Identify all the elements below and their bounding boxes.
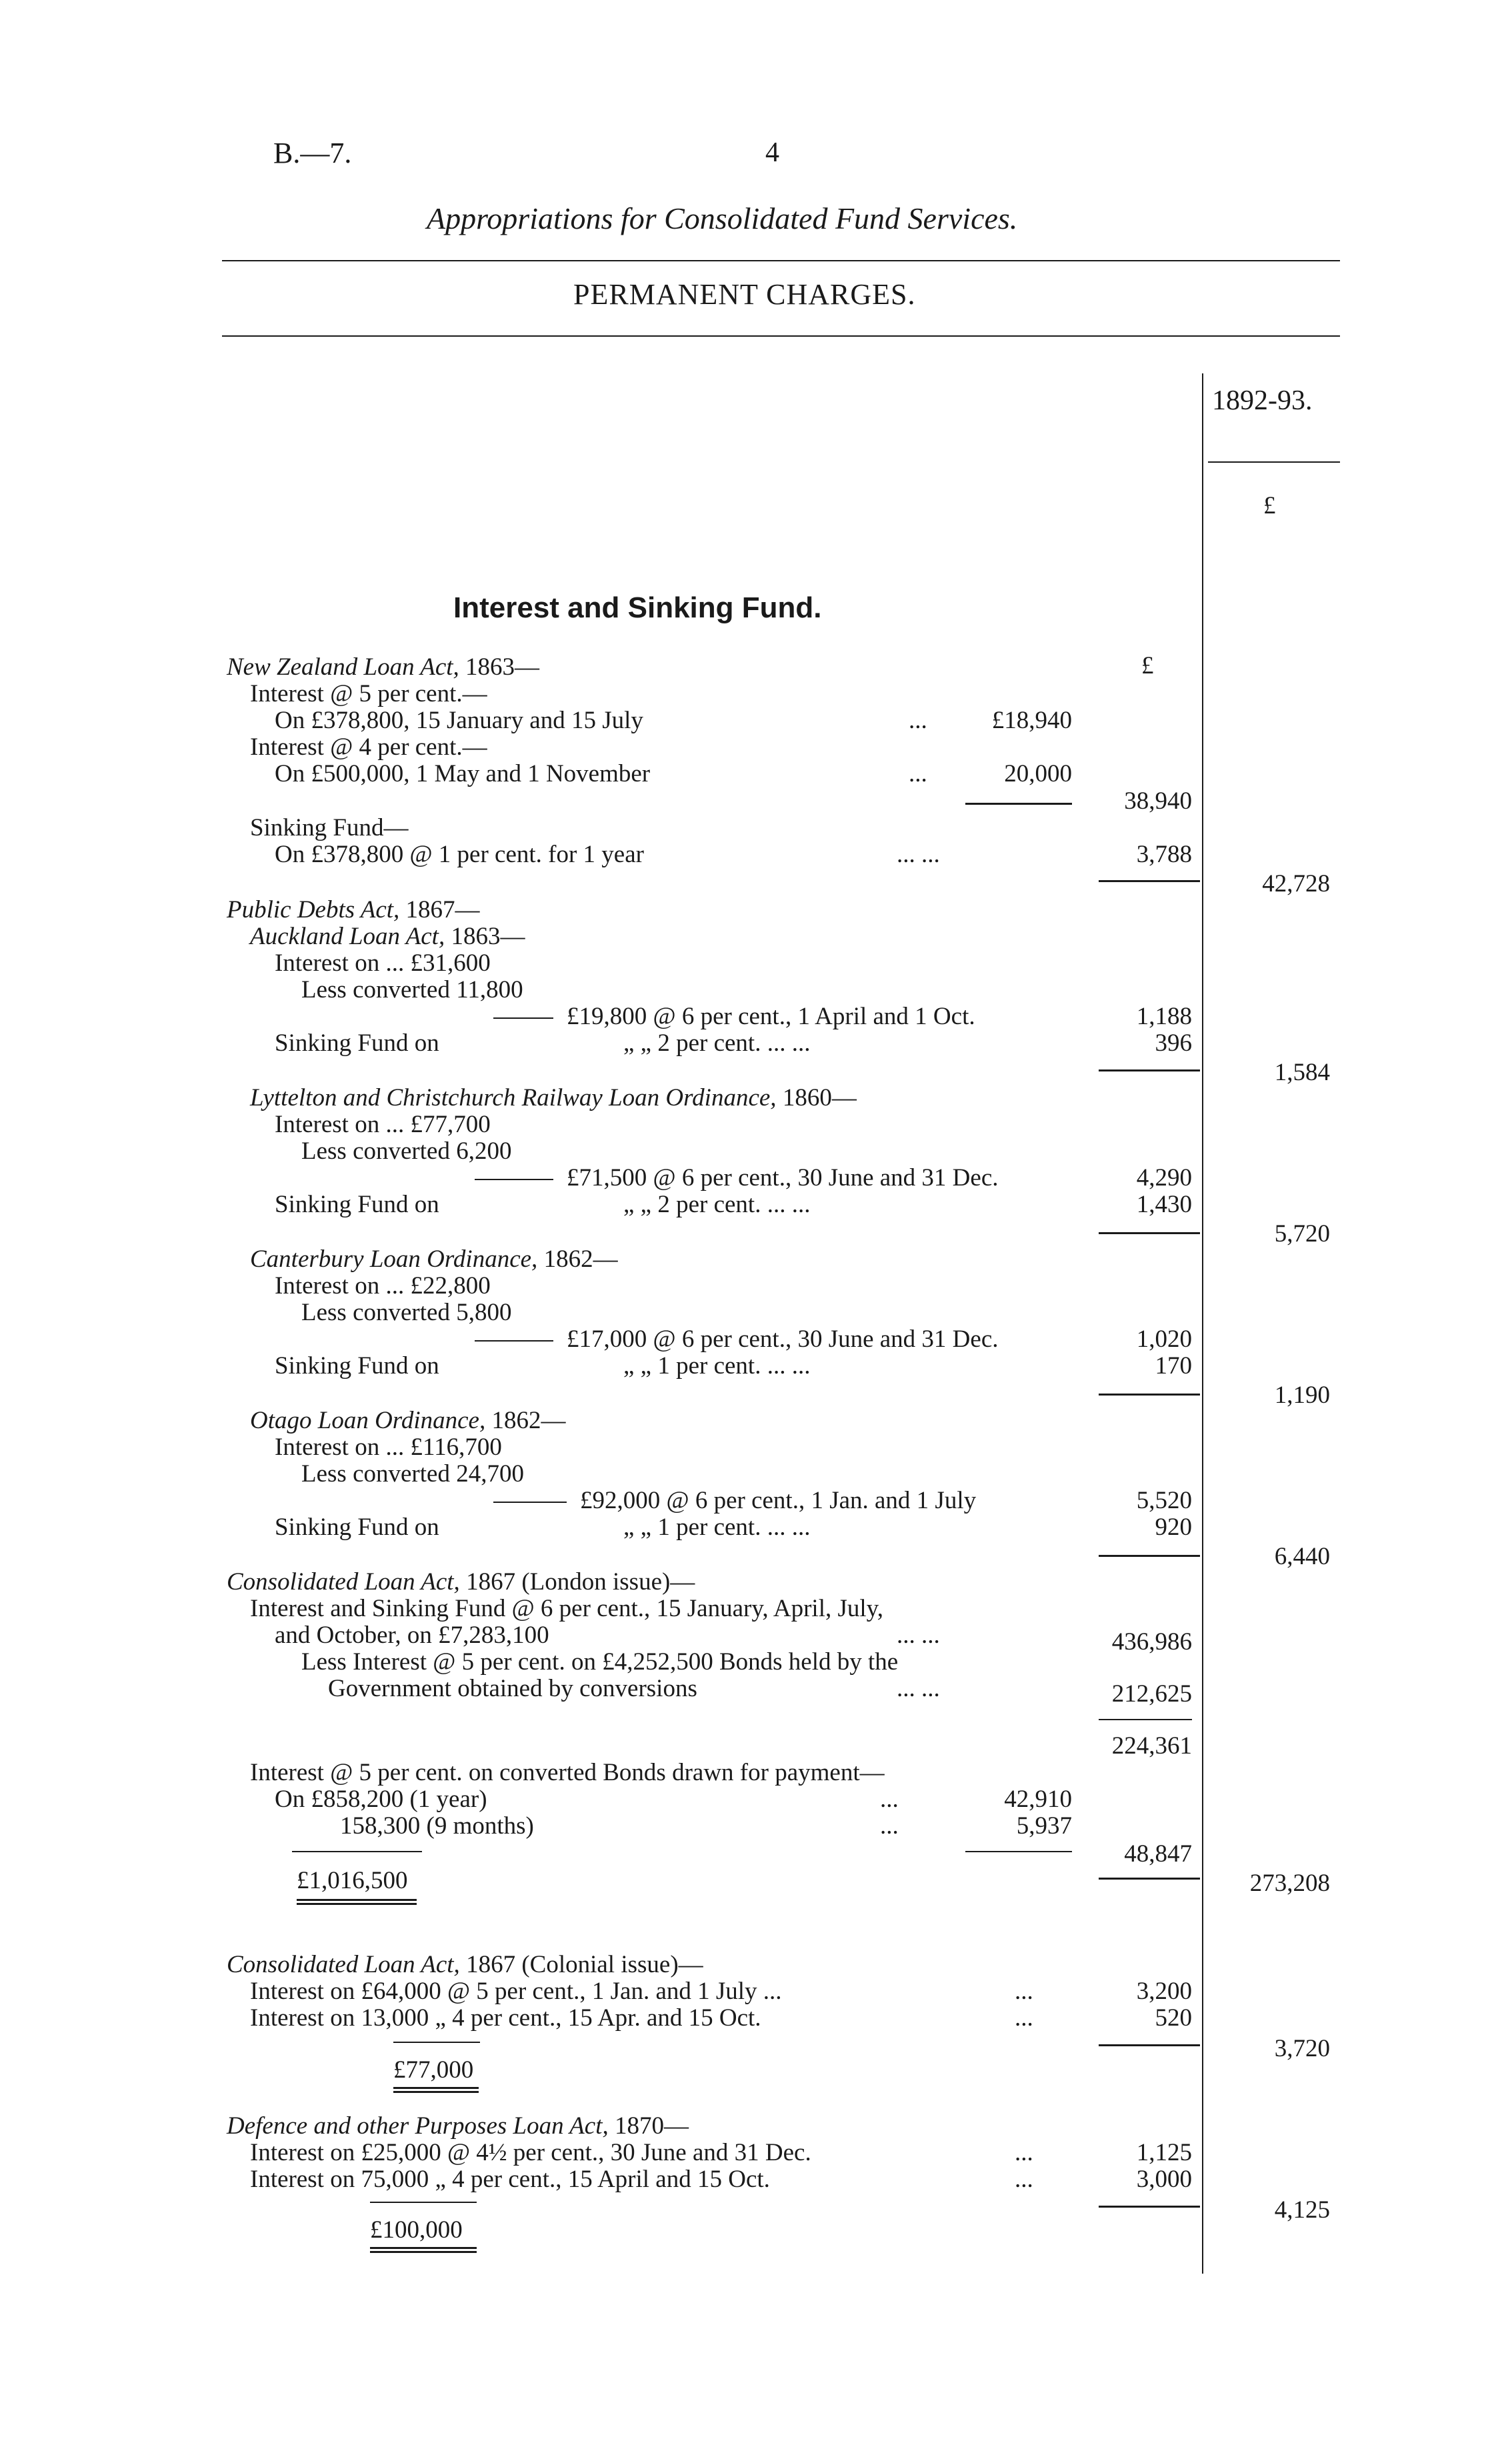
cl-conv-1: On £858,200 (1 year) xyxy=(275,1786,487,1813)
cl-amount-436986: 436,986 xyxy=(1111,1628,1192,1656)
pd-sinking-amount: 396 xyxy=(1155,1029,1192,1057)
ca-heading xyxy=(250,1247,618,1272)
cl-line-1: Interest and Sinking Fund @ 6 per cent., 15 January, April, July, xyxy=(250,1595,884,1622)
cl-conv-2-dots: ... xyxy=(880,1812,899,1840)
column-year-rule xyxy=(1208,461,1340,463)
nz-heading xyxy=(227,655,539,679)
cc-principal-rule xyxy=(393,2042,480,2043)
cl-difference: 224,361 xyxy=(1111,1732,1192,1760)
column-currency: £ xyxy=(1263,492,1276,519)
df-dots-2: ... xyxy=(1015,2166,1033,2193)
nz-line-378800: On £378,800, 15 January and 15 July xyxy=(275,707,643,734)
ca-sinking-rate: „ „ 1 per cent. ... ... xyxy=(623,1352,811,1380)
nz-heading-act: New Zealand Loan Act, xyxy=(227,653,459,681)
cl-total: 273,208 xyxy=(1249,1870,1330,1897)
nz-sinking-amount: 3,788 xyxy=(1136,841,1192,868)
ot-less-converted: Less converted 24,700 xyxy=(301,1460,524,1488)
pd-heading-year: 1867— xyxy=(405,896,480,923)
cc-dots-2: ... xyxy=(1015,2004,1033,2032)
ca-less-converted: Less converted 5,800 xyxy=(301,1299,512,1326)
ly-sinking-label: Sinking Fund on xyxy=(275,1191,439,1218)
cc-amount-1: 3,200 xyxy=(1136,1978,1192,2005)
pd-auckland-year: 1863— xyxy=(451,923,525,950)
nz-interest-5: Interest @ 5 per cent.— xyxy=(250,680,487,707)
ly-interest-on: Interest on ... £77,700 xyxy=(275,1111,491,1138)
header-rule-bottom xyxy=(222,335,1340,337)
cl-line-3: Less Interest @ 5 per cent. on £4,252,500 Bonds held by the xyxy=(301,1648,899,1676)
nz-sinking-label: Sinking Fund— xyxy=(250,814,409,841)
nz-total: 42,728 xyxy=(1262,870,1330,897)
ot-sinking-amount: 920 xyxy=(1155,1514,1192,1541)
df-heading-year: 1870— xyxy=(614,2112,689,2140)
document-reference: B.—7. xyxy=(273,137,352,169)
column-year: 1892-93. xyxy=(1212,385,1313,416)
df-amount-1: 1,125 xyxy=(1136,2139,1192,2166)
cl-conv-1-amount: 42,910 xyxy=(1004,1786,1072,1813)
ca-heading-year: 1862— xyxy=(543,1246,618,1273)
cl-principal-total: £1,016,500 xyxy=(297,1867,408,1894)
pd-heading-act: Public Debts Act, xyxy=(227,896,400,923)
section-title: Interest and Sinking Fund. xyxy=(453,591,822,624)
cc-heading-act: Consolidated Loan Act, xyxy=(227,1951,460,1978)
ca-interest-on: Interest on ... £22,800 xyxy=(275,1272,491,1300)
cc-total: 3,720 xyxy=(1274,2035,1330,2062)
nz-sinking-dots: ... ... xyxy=(897,841,940,868)
df-line-1: Interest on £25,000 @ 4½ per cent., 30 June and 31 Dec. xyxy=(250,2139,811,2166)
ot-total: 6,440 xyxy=(1274,1543,1330,1570)
ca-sinking-amount: 170 xyxy=(1155,1352,1192,1380)
pd-calc: £19,800 @ 6 per cent., 1 April and 1 Oct. xyxy=(567,1003,975,1030)
ly-total-rule xyxy=(1099,1232,1200,1234)
cc-amount-2: 520 xyxy=(1155,2004,1192,2032)
df-total-rule xyxy=(1099,2206,1200,2208)
nz-subtotal: 38,940 xyxy=(1124,787,1192,815)
nz-heading-year: 1863— xyxy=(465,653,540,681)
ot-interest-on: Interest on ... £116,700 xyxy=(275,1434,502,1461)
ly-total: 5,720 xyxy=(1274,1220,1330,1248)
ly-calc-amount: 4,290 xyxy=(1136,1164,1192,1191)
cl-dots-4: ... ... xyxy=(897,1675,940,1702)
df-line-2: Interest on 75,000 „ 4 per cent., 15 April and 15 Oct. xyxy=(250,2166,770,2193)
ca-sinking-label: Sinking Fund on xyxy=(275,1352,439,1380)
ly-heading-year: 1860— xyxy=(782,1084,857,1111)
ly-heading xyxy=(250,1085,857,1110)
ca-heading-act: Canterbury Loan Ordinance, xyxy=(250,1246,538,1273)
ca-calc: £17,000 @ 6 per cent., 30 June and 31 Dec. xyxy=(567,1326,999,1353)
cl-diff-rule xyxy=(1099,1719,1192,1720)
pd-auckland-act: Auckland Loan Act, xyxy=(250,923,445,950)
pd-calc-amount: 1,188 xyxy=(1136,1003,1192,1030)
nz-interest-4: Interest @ 4 per cent.— xyxy=(250,733,487,761)
pd-heading xyxy=(227,897,480,922)
cl-conv-total-rule xyxy=(965,1851,1072,1852)
ot-heading-act: Otago Loan Ordinance, xyxy=(250,1407,486,1434)
pd-sinking-label: Sinking Fund on xyxy=(275,1029,439,1057)
nz-amount-18940: £18,940 xyxy=(991,707,1072,734)
nz-dots-1: ... xyxy=(909,707,927,734)
ot-calc-amount: 5,520 xyxy=(1136,1487,1192,1514)
cl-conv-line: Interest @ 5 per cent. on converted Bonds drawn for payment— xyxy=(250,1759,885,1786)
df-heading-act: Defence and other Purposes Loan Act, xyxy=(227,2112,609,2140)
ot-calc-dash xyxy=(493,1502,567,1503)
ly-sinking-amount: 1,430 xyxy=(1136,1191,1192,1218)
df-principal-underline xyxy=(370,2247,477,2253)
cl-principal-underline xyxy=(297,1899,417,1905)
ot-heading xyxy=(250,1408,565,1433)
cc-principal-total: £77,000 xyxy=(393,2056,474,2084)
cl-conv-2-amount: 5,937 xyxy=(1016,1812,1072,1840)
nz-line-500000: On £500,000, 1 May and 1 November xyxy=(275,760,651,787)
ot-total-rule xyxy=(1099,1555,1200,1557)
ca-calc-amount: 1,020 xyxy=(1136,1326,1192,1353)
cc-heading-year: 1867 (Colonial issue)— xyxy=(466,1951,703,1978)
page-number: 4 xyxy=(765,137,779,168)
cl-conv-1-dots: ... xyxy=(880,1786,899,1813)
section-pound-sign: £ xyxy=(1141,652,1154,679)
cl-total-rule xyxy=(1099,1878,1200,1880)
pd-interest-on: Interest on ... £31,600 xyxy=(275,949,491,977)
df-heading xyxy=(227,2114,689,2138)
cc-dots-1: ... xyxy=(1015,1978,1033,2005)
nz-amount-20000: 20,000 xyxy=(1004,760,1072,787)
nz-total-rule xyxy=(1099,880,1200,882)
df-dots-1: ... xyxy=(1015,2139,1033,2166)
cl-heading-act: Consolidated Loan Act, xyxy=(227,1568,460,1596)
pd-less-converted: Less converted 11,800 xyxy=(301,976,523,1003)
df-total: 4,125 xyxy=(1274,2196,1330,2224)
pd-total-rule xyxy=(1099,1069,1200,1071)
header-rule-top xyxy=(222,260,1340,261)
ot-sinking-label: Sinking Fund on xyxy=(275,1514,439,1541)
ca-total-rule xyxy=(1099,1394,1200,1396)
cl-heading xyxy=(227,1570,695,1594)
cl-line-2: and October, on £7,283,100 xyxy=(275,1622,549,1649)
ly-sinking-rate: „ „ 2 per cent. ... ... xyxy=(623,1191,811,1218)
cl-amount-212625: 212,625 xyxy=(1111,1680,1192,1708)
ot-heading-year: 1862— xyxy=(491,1407,566,1434)
ly-less-converted: Less converted 6,200 xyxy=(301,1137,512,1165)
nz-sinking-line: On £378,800 @ 1 per cent. for 1 year xyxy=(275,841,644,868)
ot-sinking-rate: „ „ 1 per cent. ... ... xyxy=(623,1514,811,1541)
ca-total: 1,190 xyxy=(1274,1382,1330,1409)
pd-total: 1,584 xyxy=(1274,1059,1330,1086)
cl-dots-2: ... ... xyxy=(897,1622,940,1649)
page-title: PERMANENT CHARGES. xyxy=(573,278,916,311)
nz-subtotal-rule xyxy=(965,803,1072,805)
pd-auckland-heading xyxy=(250,924,525,949)
pd-calc-dash xyxy=(493,1017,553,1019)
df-amount-2: 3,000 xyxy=(1136,2166,1192,2193)
cc-principal-underline xyxy=(393,2087,479,2093)
cc-heading xyxy=(227,1952,703,1977)
cc-total-rule xyxy=(1099,2044,1200,2046)
cl-line-4: Government obtained by conversions xyxy=(328,1675,697,1702)
column-divider xyxy=(1202,373,1203,2274)
cc-line-1: Interest on £64,000 @ 5 per cent., 1 Jan. and 1 July ... xyxy=(250,1978,782,2005)
ly-heading-act: Lyttelton and Christchurch Railway Loan Ordinance, xyxy=(250,1084,777,1111)
nz-dots-2: ... xyxy=(909,760,927,787)
ly-calc: £71,500 @ 6 per cent., 30 June and 31 Dec. xyxy=(567,1164,999,1191)
cl-heading-year: 1867 (London issue)— xyxy=(466,1568,695,1596)
ot-calc: £92,000 @ 6 per cent., 1 Jan. and 1 July xyxy=(580,1487,977,1514)
pd-sinking-rate: „ „ 2 per cent. ... ... xyxy=(623,1029,811,1057)
page-subtitle: Appropriations for Consolidated Fund Services. xyxy=(427,201,1018,235)
df-principal-rule xyxy=(370,2202,477,2203)
cl-conv-2: 158,300 (9 months) xyxy=(340,1812,534,1840)
ca-calc-dash xyxy=(475,1340,553,1342)
cc-line-2: Interest on 13,000 „ 4 per cent., 15 Apr. and 15 Oct. xyxy=(250,2004,761,2032)
cl-conv-total: 48,847 xyxy=(1124,1840,1192,1868)
df-principal-total: £100,000 xyxy=(370,2216,463,2244)
cl-principal-rule xyxy=(292,1851,422,1852)
ly-calc-dash xyxy=(475,1179,553,1180)
